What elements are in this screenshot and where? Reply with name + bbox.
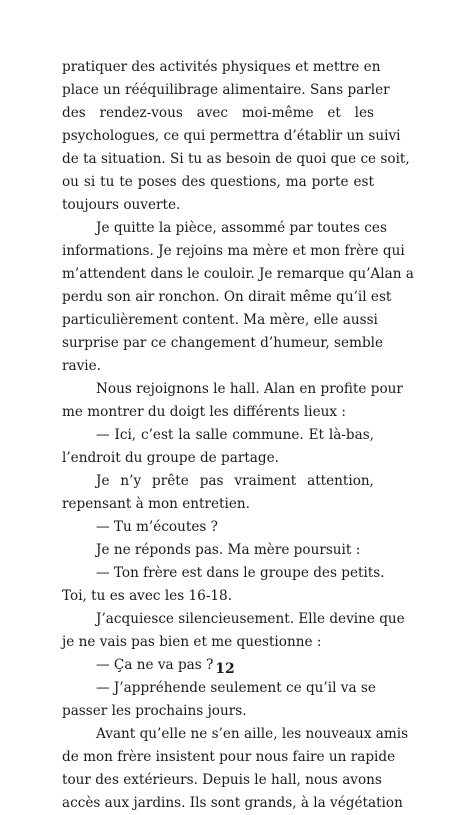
text-line: tour des extérieurs. Depuis le hall, nous avons	[62, 772, 382, 788]
text-line: perdu son air ronchon. On dirait même qu’il est	[62, 289, 392, 305]
text-line: de ta situation. Si tu as besoin de quoi que ce soit,	[62, 151, 410, 167]
text-line: J’acquiesce silencieusement. Elle devine que	[96, 611, 405, 627]
text-line: Nous rejoignons le hall. Alan en profite pour	[96, 381, 403, 397]
text-line: m’attendent dans le couloir. Je remarque qu’Alan a	[62, 266, 414, 282]
text-line: particulièrement content. Ma mère, elle aussi	[62, 312, 378, 328]
text-line: informations. Je rejoins ma mère et mon frère qui	[62, 243, 405, 259]
text-line: passer les prochains jours.	[62, 703, 247, 719]
text-line: toujours ouverte.	[62, 197, 181, 213]
text-line: — Ton frère est dans le groupe des petits.	[96, 565, 385, 581]
text-line: Avant qu’elle ne s’en aille, les nouveaux amis	[96, 726, 409, 742]
text-line: Je quitte la pièce, assommé par toutes ces	[96, 220, 387, 236]
text-line: ou si tu te poses des questions, ma porte est	[62, 174, 374, 190]
text-line: Je n’y prête pas vraiment attention,	[96, 473, 374, 489]
text-line: Je ne réponds pas. Ma mère poursuit :	[96, 542, 361, 558]
text-line: accès aux jardins. Ils sont grands, à la végétation	[62, 795, 403, 811]
text-line: me montrer du doigt les différents lieux :	[62, 404, 346, 420]
text-line: repensant à mon entretien.	[62, 496, 250, 512]
text-line: surprise par ce changement d’humeur, semble	[62, 335, 384, 351]
text-line: Toi, tu es avec les 16-18.	[62, 588, 233, 604]
text-line: — Tu m’écoutes ?	[96, 519, 218, 535]
text-line: pratiquer des activités physiques et mettre en	[62, 59, 381, 75]
text-line: psychologues, ce qui permettra d’établir un suivi	[62, 128, 401, 144]
text-line: l’endroit du groupe de partage.	[62, 450, 279, 466]
text-line: place un rééquilibrage alimentaire. Sans parler	[62, 82, 390, 98]
page-number: 12	[215, 661, 235, 677]
text-line: — J’appréhende seulement ce qu’il va se	[96, 680, 376, 696]
text-line: ravie.	[62, 358, 101, 374]
body-text	[62, 56, 414, 815]
text-line: de mon frère insistent pour nous faire un rapide	[62, 749, 396, 765]
text-line: — Ici, c’est la salle commune. Et là-bas,	[96, 427, 374, 443]
text-line: des rendez-vous avec moi-même et les	[62, 105, 374, 121]
text-line: — Ça ne va pas ?	[96, 657, 214, 673]
text-line: je ne vais pas bien et me questionne :	[62, 634, 322, 650]
